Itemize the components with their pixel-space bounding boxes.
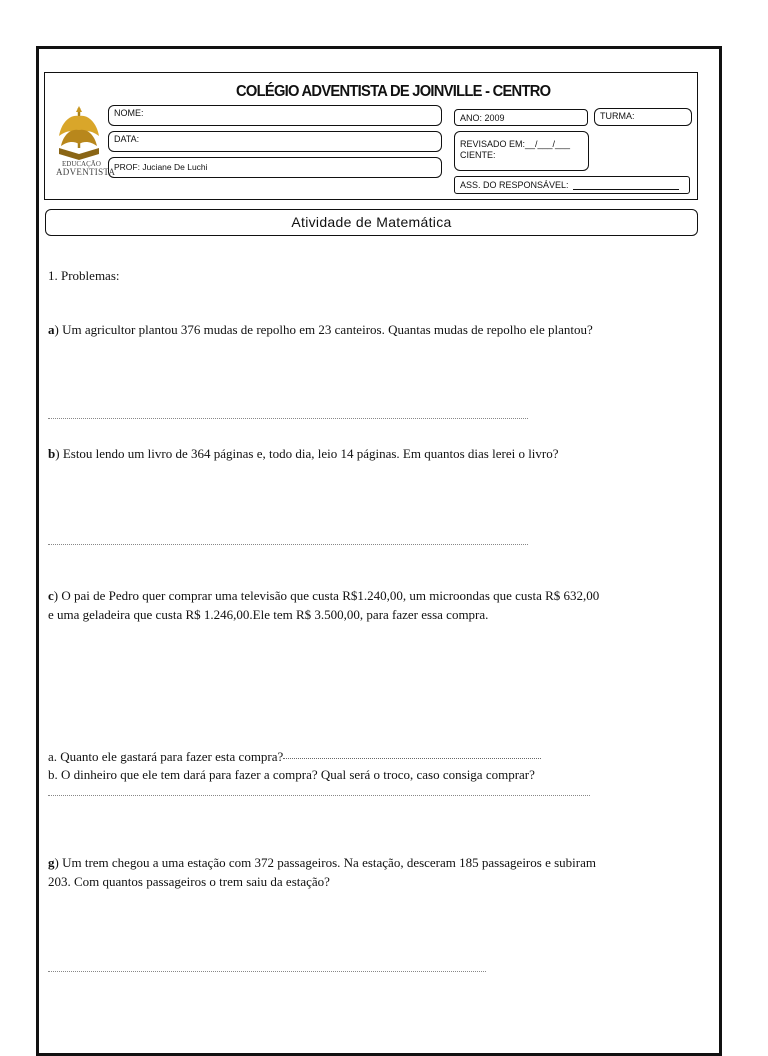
prof-label: PROF: Juciane De Luchi xyxy=(114,162,208,172)
problem-b-text: ) Estou lendo um livro de 364 páginas e, todo dia, leio 14 páginas. Em quantos dias lerei o livro? xyxy=(55,446,559,461)
problem-c-sub-b: b. O dinheiro que ele tem dará para fazer a compra? Qual será o troco, caso consiga comprar? xyxy=(48,767,535,782)
nome-field[interactable] xyxy=(108,105,442,126)
ano-field xyxy=(454,109,588,126)
problem-g-text-1: ) Um trem chegou a uma estação com 372 passageiros. Na estação, desceram 185 passageiros e subiram xyxy=(54,855,596,870)
logo-text-educacao: EDUCAÇÃO xyxy=(62,160,101,168)
problem-a xyxy=(48,320,593,339)
section-heading: 1. Problemas: xyxy=(48,268,120,283)
ano-label: ANO: 2009 xyxy=(460,113,505,123)
ass-label: ASS. DO RESPONSÁVEL: xyxy=(460,180,569,190)
signature-line xyxy=(573,189,679,190)
data-label: DATA: xyxy=(114,134,140,144)
problem-c-sub-a xyxy=(48,747,541,766)
nome-label: NOME: xyxy=(114,108,144,118)
problem-b-letter: b xyxy=(48,446,56,461)
turma-field[interactable] xyxy=(594,108,692,126)
turma-label: TURMA: xyxy=(600,111,635,121)
ass-field[interactable] xyxy=(454,176,690,194)
logo-text-adventista: ADVENTISTA xyxy=(56,167,116,177)
problem-g-line2: 203. Com quantos passageiros o trem saiu da estação? xyxy=(48,874,330,889)
problem-g-line1 xyxy=(48,853,596,872)
problem-c-line2: e uma geladeira que custa R$ 1.246,00.Ele tem R$ 3.500,00, para fazer essa compra. xyxy=(48,607,489,622)
activity-title: Atividade de Matemática xyxy=(45,209,698,236)
data-field[interactable] xyxy=(108,131,442,152)
prof-field xyxy=(108,157,442,178)
ciente-label: CIENTE: xyxy=(460,150,496,160)
answer-line-a[interactable] xyxy=(48,418,528,419)
revisado-field[interactable] xyxy=(454,131,589,171)
problem-a-letter: a xyxy=(48,322,55,337)
answer-line-g[interactable] xyxy=(48,971,486,972)
problem-c-sub-a-text: a. Quanto ele gastará para fazer esta compra? xyxy=(48,749,284,764)
problem-g-letter: g xyxy=(48,855,55,870)
answer-line-c-a[interactable] xyxy=(283,758,541,759)
problem-c-letter: c xyxy=(48,588,54,603)
problem-c-line1 xyxy=(48,586,599,605)
revisado-label: REVISADO EM:__/___/___ xyxy=(460,139,571,149)
problem-b xyxy=(48,444,559,463)
answer-line-c-b[interactable] xyxy=(48,795,590,796)
school-name: COLÉGIO ADVENTISTA DE JOINVILLE - CENTRO xyxy=(236,83,551,100)
answer-line-b[interactable] xyxy=(48,544,528,545)
problem-a-text: ) Um agricultor plantou 376 mudas de repolho em 23 canteiros. Quantas mudas de repolho ele plantou? xyxy=(54,322,593,337)
problem-c-text-1: ) O pai de Pedro quer comprar uma televisão que custa R$1.240,00, um microondas que custa R$ 632,00 xyxy=(53,588,600,603)
